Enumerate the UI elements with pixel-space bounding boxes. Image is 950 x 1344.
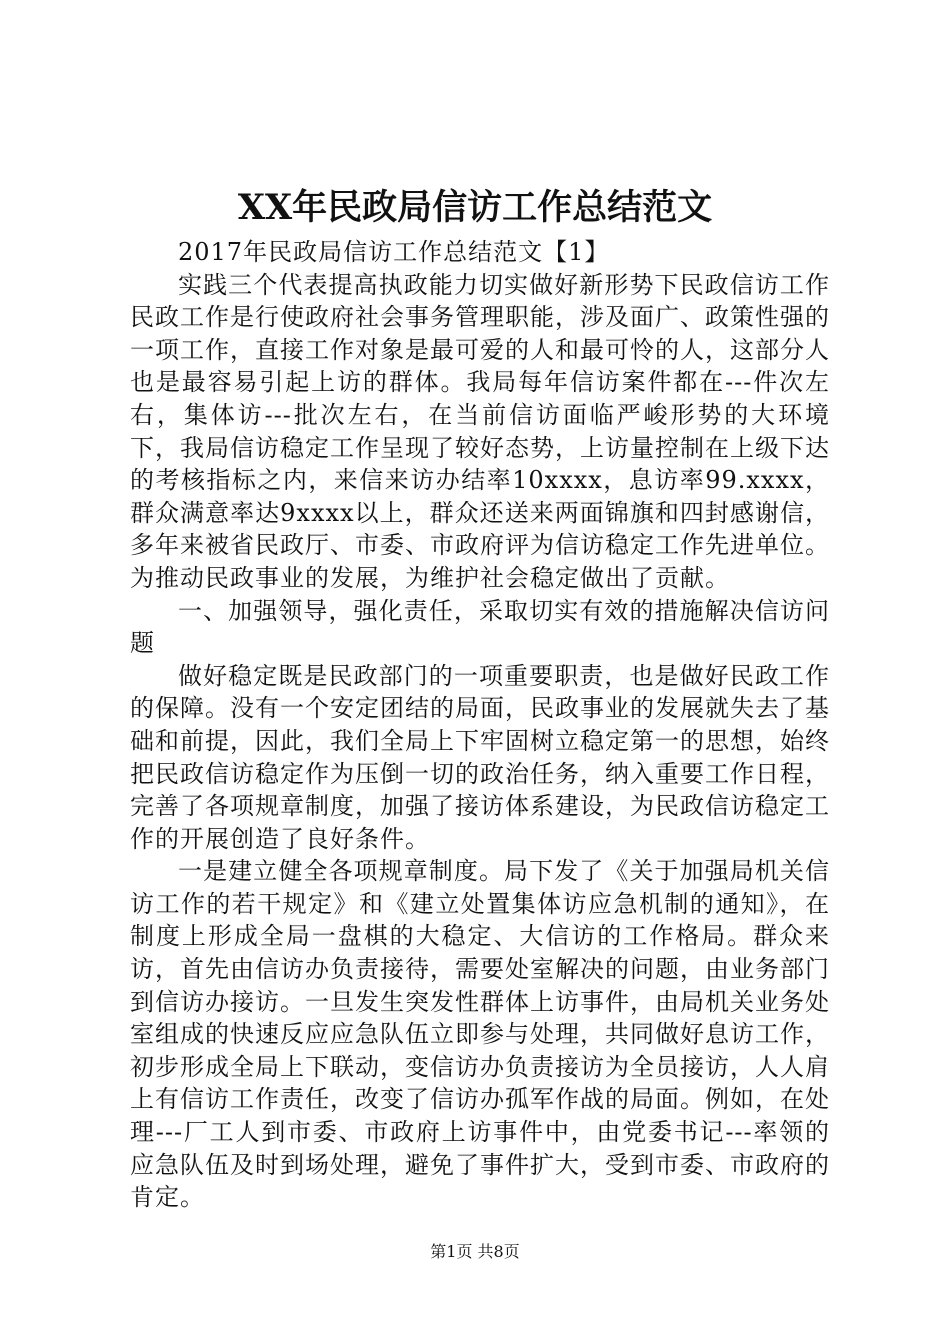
body-paragraph: 做好稳定既是民政部门的一项重要职责，也是做好民政工作的保障。没有一个安定团结的局面，民政事业的发展就失去了基础和前提，因此，我们全局上下牢固树立稳定第一的思想，始终把民政信访稳定作为压倒一切的政治任务，纳入重要工作日程，完善了各项规章制度，加强了接访体系建设，为民政信访稳定工作的开展创造了良好条件。 bbox=[130, 661, 830, 853]
body-paragraph: 实践三个代表提高执政能力切实做好新形势下民政信访工作民政工作是行使政府社会事务管理职能，涉及面广、政策性强的一项工作，直接工作对象是最可爱的人和最可怜的人，这部分人也是最容易引起上访的群体。我局每年信访案件都在---件次左右，集体访---批次左右，在当前信访面临严峻形势的大环境下，我局信访稳定工作呈现了较好态势，上访量控制在上级下达的考核指标之内，来信来访办结率10xxxx，息访率99.xxxx，群众满意率达9xxxx以上，群众还送来两面锦旗和四封感谢信，多年来被省民政厅、市委、市政府评为信访稳定工作先进单位。为推动民政事业的发展，为维护社会稳定做出了贡献。 bbox=[130, 270, 830, 592]
document-body bbox=[130, 236, 830, 1214]
subtitle-paragraph: 2017年民政局信访工作总结范文【1】 bbox=[178, 238, 610, 266]
body-paragraph: 一是建立健全各项规章制度。局下发了《关于加强局机关信访工作的若干规定》和《建立处置集体访应急机制的通知》，在制度上形成全局一盘棋的大稳定、大信访的工作格局。群众来访，首先由信访办负责接待，需要处室解决的问题，由业务部门到信访办接访。一旦发生突发性群体上访事件，由局机关业务处室组成的快速反应应急队伍立即参与处理，共同做好息访工作，初步形成全局上下联动，变信访办负责接访为全员接访，人人肩上有信访工作责任，改变了信访办孤军作战的局面。例如，在处理---厂工人到市委、市政府上访事件中，由党委书记---率领的应急队伍及时到场处理，避免了事件扩大，受到市委、市政府的肯定。 bbox=[130, 857, 830, 1212]
page-footer: 第1页 共8页 bbox=[430, 1242, 520, 1261]
section-heading: 一、加强领导，强化责任，采取切实有效的措施解决信访问题 bbox=[130, 596, 830, 658]
document-title: XX年民政局信访工作总结范文 bbox=[237, 187, 713, 228]
